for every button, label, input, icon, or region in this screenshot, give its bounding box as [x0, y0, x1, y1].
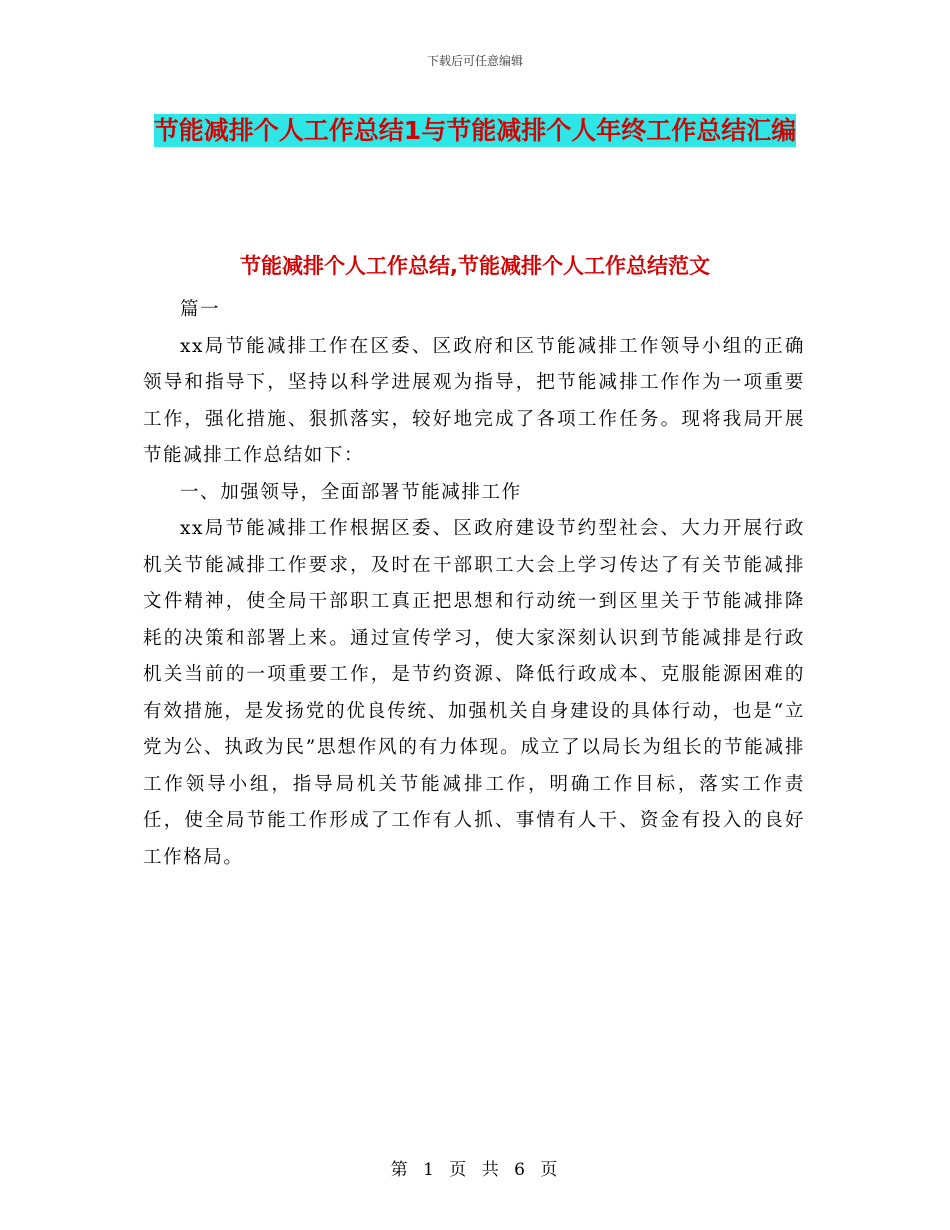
document-title: [150, 108, 800, 154]
body-paragraph: xx局节能减排工作根据区委、区政府建设节约型社会、大力开展行政机关节能减排工作要求，及时在干部职工大会上学习传达了有关节能减排文件精神，使全局干部职工真正把思想和行动统一到区里关于节能减排降耗的决策和部署上来。通过宣传学习，使大家深刻认识到节能减排是行政机关当前的一项重要工作，是节约资源、降低行政成本、克服能源困难的有效措施，是发扬党的优良传统、加强机关自身建设的具体行动，也是“立党为公、执政为民”思想作风的有力体现。成立了以局长为组长的节能减排工作领导小组，指导局机关节能减排工作，明确工作目标，落实工作责任，使全局节能工作形成了工作有人抓、事情有人干、资金有投入的良好工作格局。: [143, 518, 805, 868]
section-label: 篇一: [180, 299, 221, 320]
document-subtitle: 节能减排个人工作总结,节能减排个人工作总结范文: [240, 254, 710, 278]
header-note: 下载后可任意编辑: [426, 54, 523, 68]
document-body: [143, 292, 805, 876]
section-heading: 一、加强领导，全面部署节能减排工作: [180, 481, 522, 503]
page-number-footer: 第 1 页 共 6 页: [390, 1160, 560, 1180]
body-paragraph: xx局节能减排工作在区委、区政府和区节能减排工作领导小组的正确领导和指导下，坚持以科学进展观为指导，把节能减排工作作为一项重要工作，强化措施、狠抓落实，较好地完成了各项工作任务。现将我局开展节能减排工作总结如下：: [143, 335, 805, 466]
document-title-text: 节能减排个人工作总结1与节能减排个人年终工作总结汇编: [153, 116, 797, 145]
